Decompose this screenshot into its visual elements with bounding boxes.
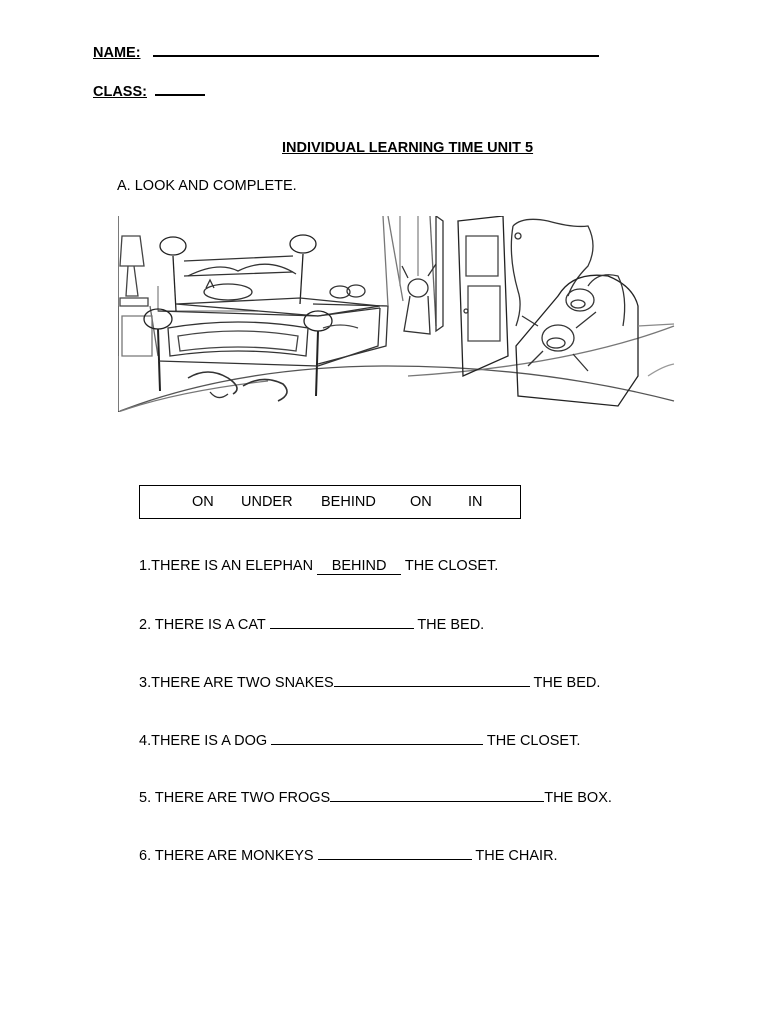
sentence-text: THE CLOSET. (401, 558, 499, 574)
word-bank-box (139, 485, 521, 519)
sentence-3 (139, 674, 600, 691)
word-bank-item: IN (468, 494, 483, 510)
name-field[interactable] (153, 43, 599, 57)
name-row (93, 43, 599, 61)
name-label: NAME: (93, 45, 141, 61)
closet-icon (436, 216, 508, 376)
class-field[interactable] (155, 82, 205, 96)
sentence-text: 2. THERE IS A CAT (139, 617, 270, 633)
sentence-6 (139, 847, 558, 864)
sentence-text: THE CLOSET. (483, 733, 581, 749)
elephant-icon (511, 219, 593, 326)
box-icon (313, 304, 388, 364)
bedroom-scene-illustration (118, 216, 676, 412)
answer-blank[interactable] (318, 847, 472, 860)
lamp-icon (120, 236, 148, 306)
word-bank-item: UNDER (241, 494, 293, 510)
sentence-text: THE CHAIR. (471, 848, 558, 864)
answer-blank[interactable]: BEHIND (317, 558, 401, 575)
sentence-text: 1.THERE IS AN ELEPHAN (139, 558, 318, 574)
word-bank-item: ON (410, 494, 432, 510)
answer-blank[interactable] (330, 789, 544, 802)
word-bank-item: ON (192, 494, 214, 510)
section-a-instruction: A. LOOK AND COMPLETE. (117, 178, 297, 194)
word-bank-item: BEHIND (321, 494, 376, 510)
sentence-1 (139, 558, 498, 575)
sentence-4 (139, 732, 580, 749)
bed-icon (144, 235, 380, 396)
class-label: CLASS: (93, 84, 147, 100)
page-title: INDIVIDUAL LEARNING TIME UNIT 5 (282, 140, 534, 156)
answer-blank[interactable] (270, 616, 414, 629)
sentence-2 (139, 616, 484, 633)
sentence-text: THE BOX. (544, 790, 612, 806)
dog-icon (402, 264, 436, 334)
sentence-text: 4.THERE IS A DOG (139, 733, 272, 749)
frog-icon (330, 285, 365, 298)
sentence-text: 6. THERE ARE MONKEYS (139, 848, 318, 864)
answer-blank[interactable] (271, 732, 483, 745)
sentence-text: 3.THERE ARE TWO SNAKES (139, 675, 334, 691)
sentence-text: 5. THERE ARE TWO FROGS (139, 790, 331, 806)
monkey-icon (522, 289, 596, 371)
sentence-text: THE BED. (413, 617, 485, 633)
cat-icon (204, 280, 252, 300)
chair-icon (516, 275, 638, 406)
sentence-5 (139, 789, 612, 806)
answer-blank[interactable] (334, 674, 530, 687)
class-row (93, 82, 205, 100)
sentence-text: THE BED. (529, 675, 601, 691)
